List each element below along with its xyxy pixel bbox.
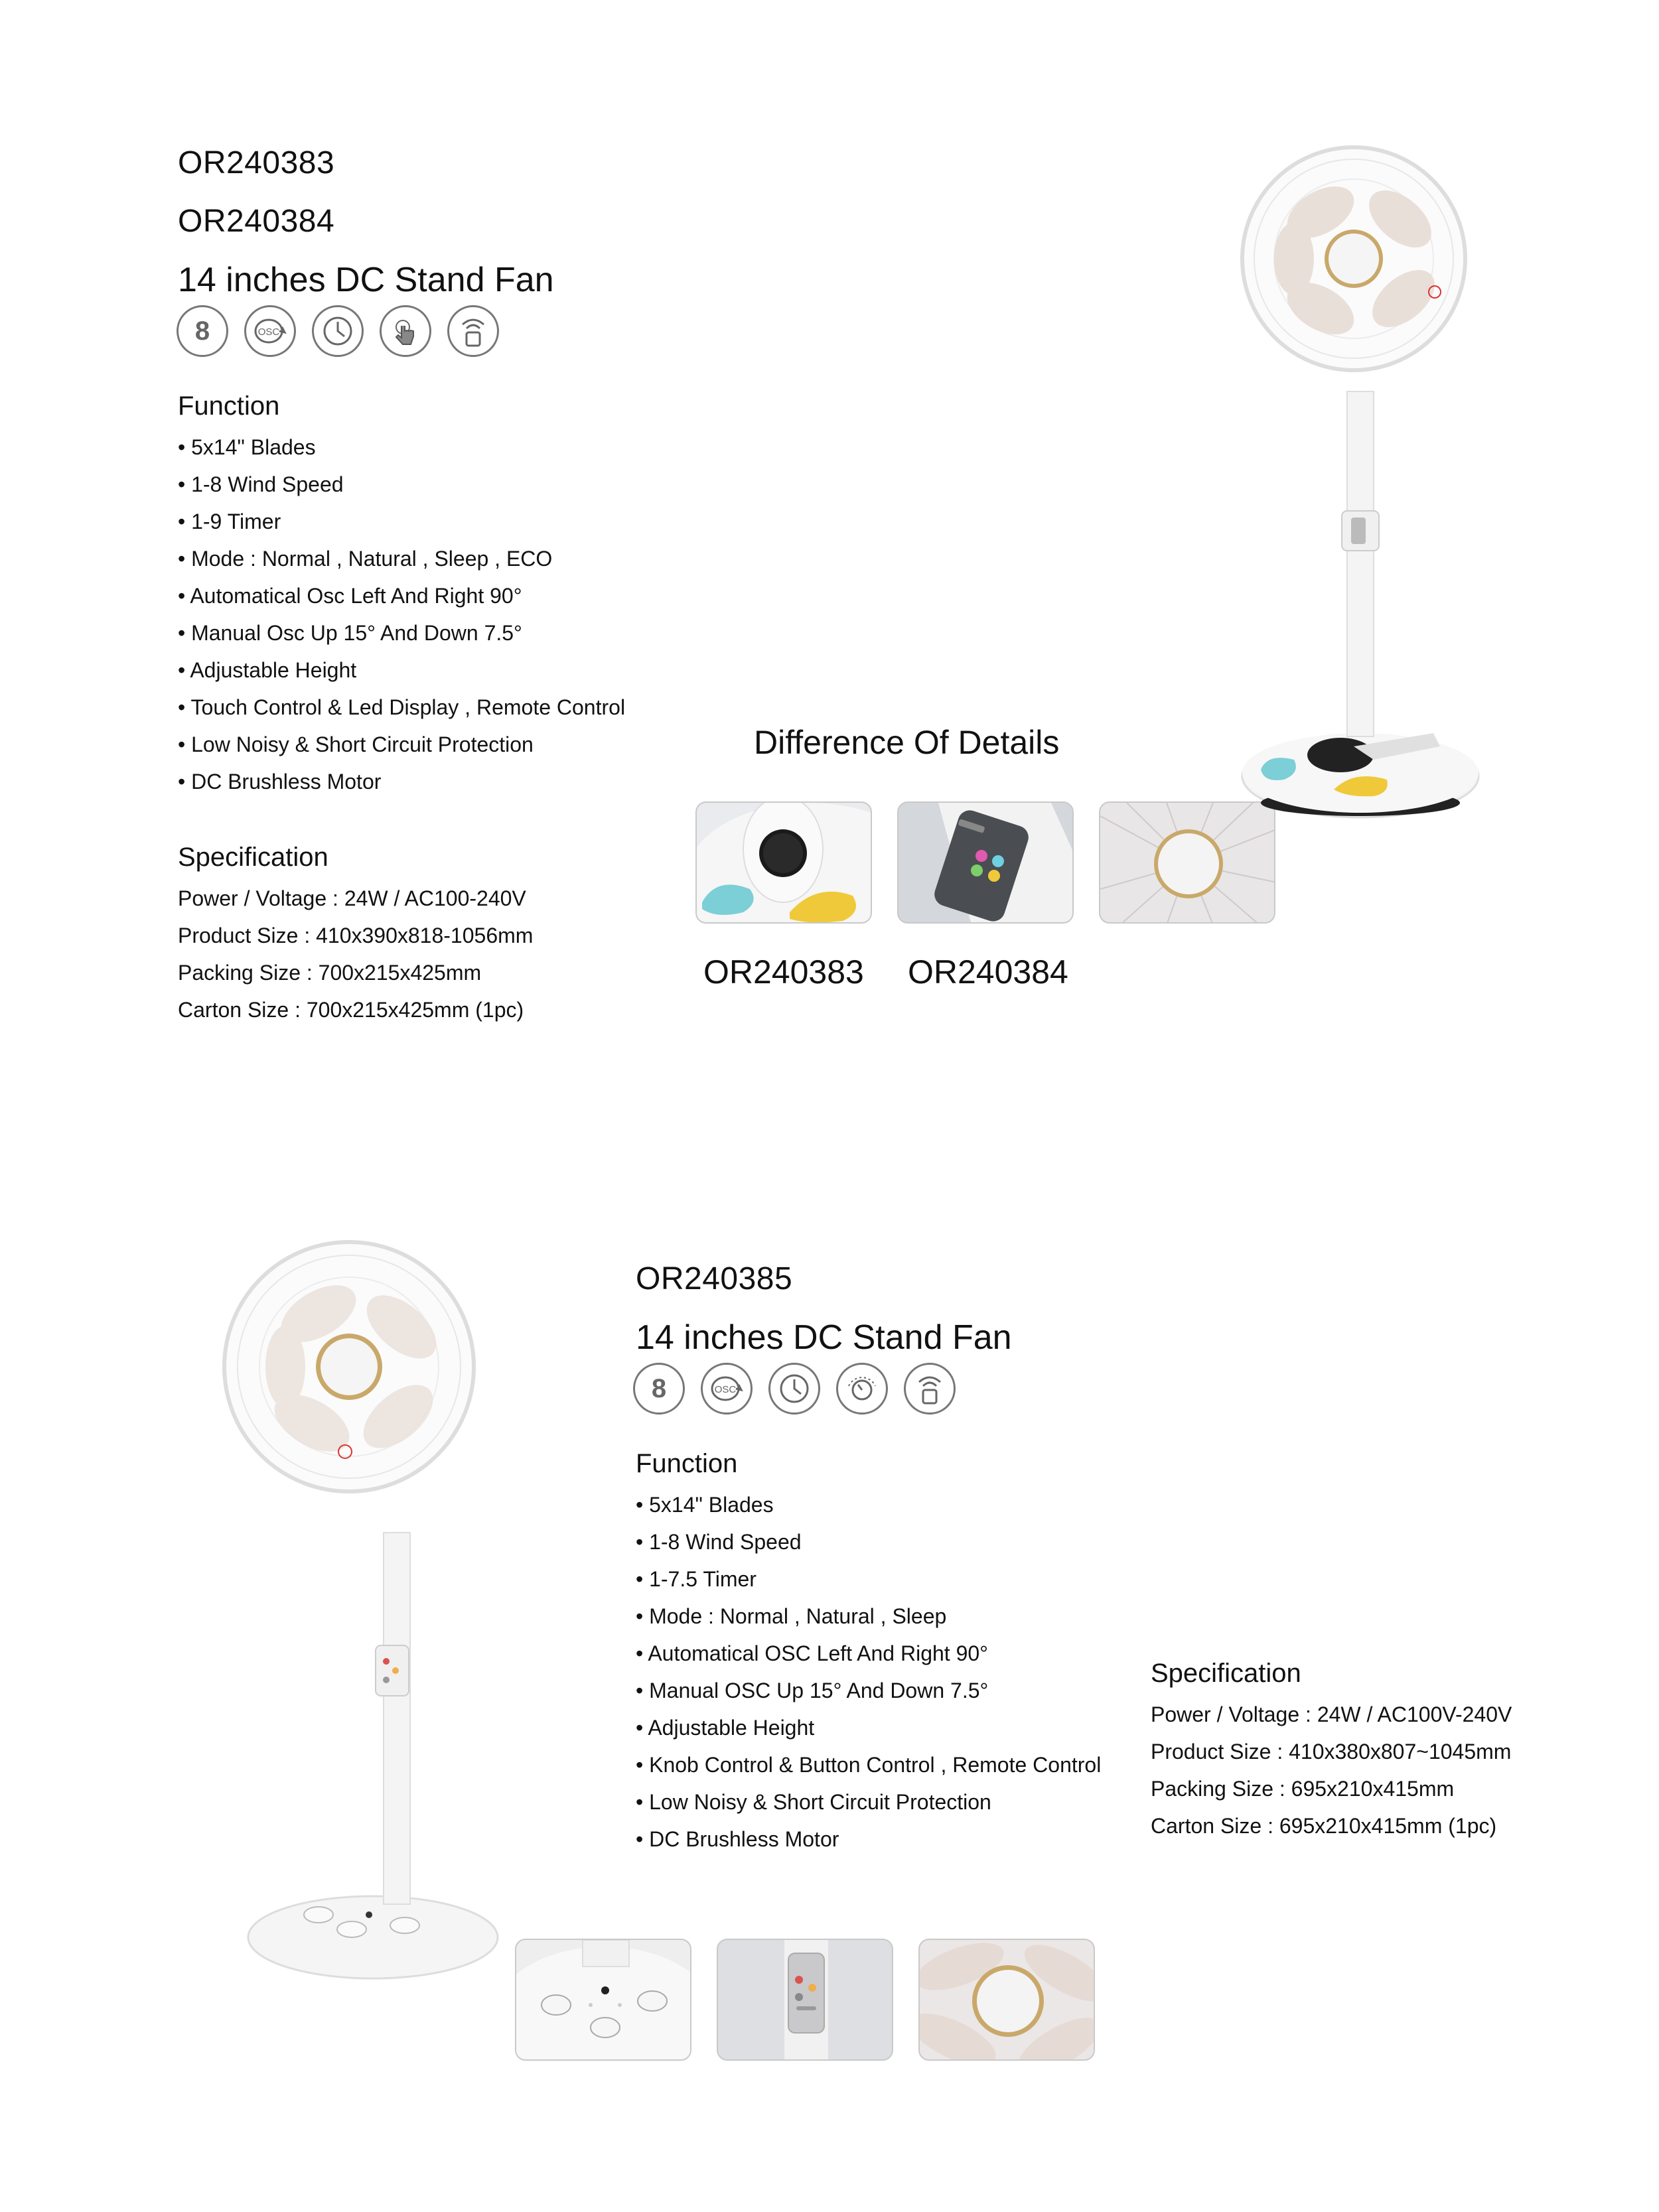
list-item: • DC Brushless Motor (636, 1821, 1101, 1858)
caption-or240384: OR240384 (908, 953, 1068, 991)
remote-icon (447, 305, 499, 357)
difference-heading: Difference Of Details (754, 724, 1060, 761)
product1-feature-icons (177, 305, 499, 357)
product2-title: 14 inches DC Stand Fan (636, 1318, 1012, 1357)
remote-icon (904, 1363, 956, 1415)
clock-icon (312, 305, 364, 357)
speed-8-icon: 8 (177, 305, 228, 357)
caption-or240383: OR240383 (703, 953, 864, 991)
list-item: • Mode : Normal , Natural , Sleep (636, 1598, 1101, 1635)
list-item: • Adjustable Height (178, 652, 625, 689)
product1-model-a: OR240383 (178, 145, 335, 180)
knob-icon (836, 1363, 888, 1415)
product2-feature-icons (633, 1363, 956, 1415)
list-item: • 5x14" Blades (178, 429, 625, 466)
svg-text:OSC: OSC (714, 1384, 737, 1395)
remote-holder-detail (717, 1939, 893, 2061)
speed-8-icon: 8 (633, 1363, 685, 1415)
product1-model-b: OR240384 (178, 204, 335, 239)
product2-function-heading: Function (636, 1449, 738, 1478)
product2-spec-heading: Specification (1151, 1659, 1301, 1688)
product1-fan-image (1221, 139, 1500, 829)
product2-fan-image (219, 1227, 524, 1990)
product2-spec-list (1151, 1696, 1512, 1844)
product2-function-list (636, 1486, 1101, 1858)
product1-title: 14 inches DC Stand Fan (178, 261, 554, 299)
list-item: • Automatical Osc Left And Right 90° (178, 577, 625, 614)
list-item: • Low Noisy & Short Circuit Protection (178, 726, 625, 763)
list-item: • Mode : Normal , Natural , Sleep , ECO (178, 540, 625, 577)
product1-spec-heading: Specification (178, 843, 328, 872)
list-item: • Manual Osc Up 15° And Down 7.5° (178, 614, 625, 652)
touch-icon (380, 305, 431, 357)
spec-item: Power / Voltage : 24W / AC100-240V (178, 886, 526, 910)
base-buttons-detail (515, 1939, 691, 2061)
spec-item: Power / Voltage : 24W / AC100V-240V (1151, 1702, 1512, 1726)
product1-function-list (178, 429, 625, 800)
fan-hub-detail-2 (918, 1939, 1095, 2061)
spec-item: Product Size : 410x380x807~1045mm (1151, 1740, 1512, 1763)
remote-control-detail (897, 801, 1074, 924)
spec-item: Packing Size : 695x210x415mm (1151, 1777, 1455, 1801)
list-item: • DC Brushless Motor (178, 763, 625, 800)
product1-function-heading: Function (178, 391, 280, 421)
list-item: • Adjustable Height (636, 1709, 1101, 1746)
clock-icon (768, 1363, 820, 1415)
svg-text:OSC: OSC (257, 326, 280, 338)
list-item: • Automatical OSC Left And Right 90° (636, 1635, 1101, 1672)
product2-model: OR240385 (636, 1261, 793, 1296)
spec-item: Packing Size : 700x215x425mm (178, 961, 482, 985)
list-item: • 1-7.5 Timer (636, 1560, 1101, 1598)
list-item: • Manual OSC Up 15° And Down 7.5° (636, 1672, 1101, 1709)
osc-icon (701, 1363, 753, 1415)
list-item: • 1-8 Wind Speed (178, 466, 625, 503)
list-item: • 1-9 Timer (178, 503, 625, 540)
spec-item: Carton Size : 695x210x415mm (1pc) (1151, 1814, 1497, 1838)
list-item: • 5x14" Blades (636, 1486, 1101, 1523)
list-item: • Knob Control & Button Control , Remote Control (636, 1746, 1101, 1783)
base-control-detail (695, 801, 872, 924)
spec-item: Carton Size : 700x215x425mm (1pc) (178, 998, 524, 1022)
osc-icon (244, 305, 296, 357)
spec-item: Product Size : 410x390x818-1056mm (178, 924, 534, 947)
list-item: • Touch Control & Led Display , Remote Control (178, 689, 625, 726)
product1-spec-list (178, 880, 533, 1028)
list-item: • 1-8 Wind Speed (636, 1523, 1101, 1560)
list-item: • Low Noisy & Short Circuit Protection (636, 1783, 1101, 1821)
